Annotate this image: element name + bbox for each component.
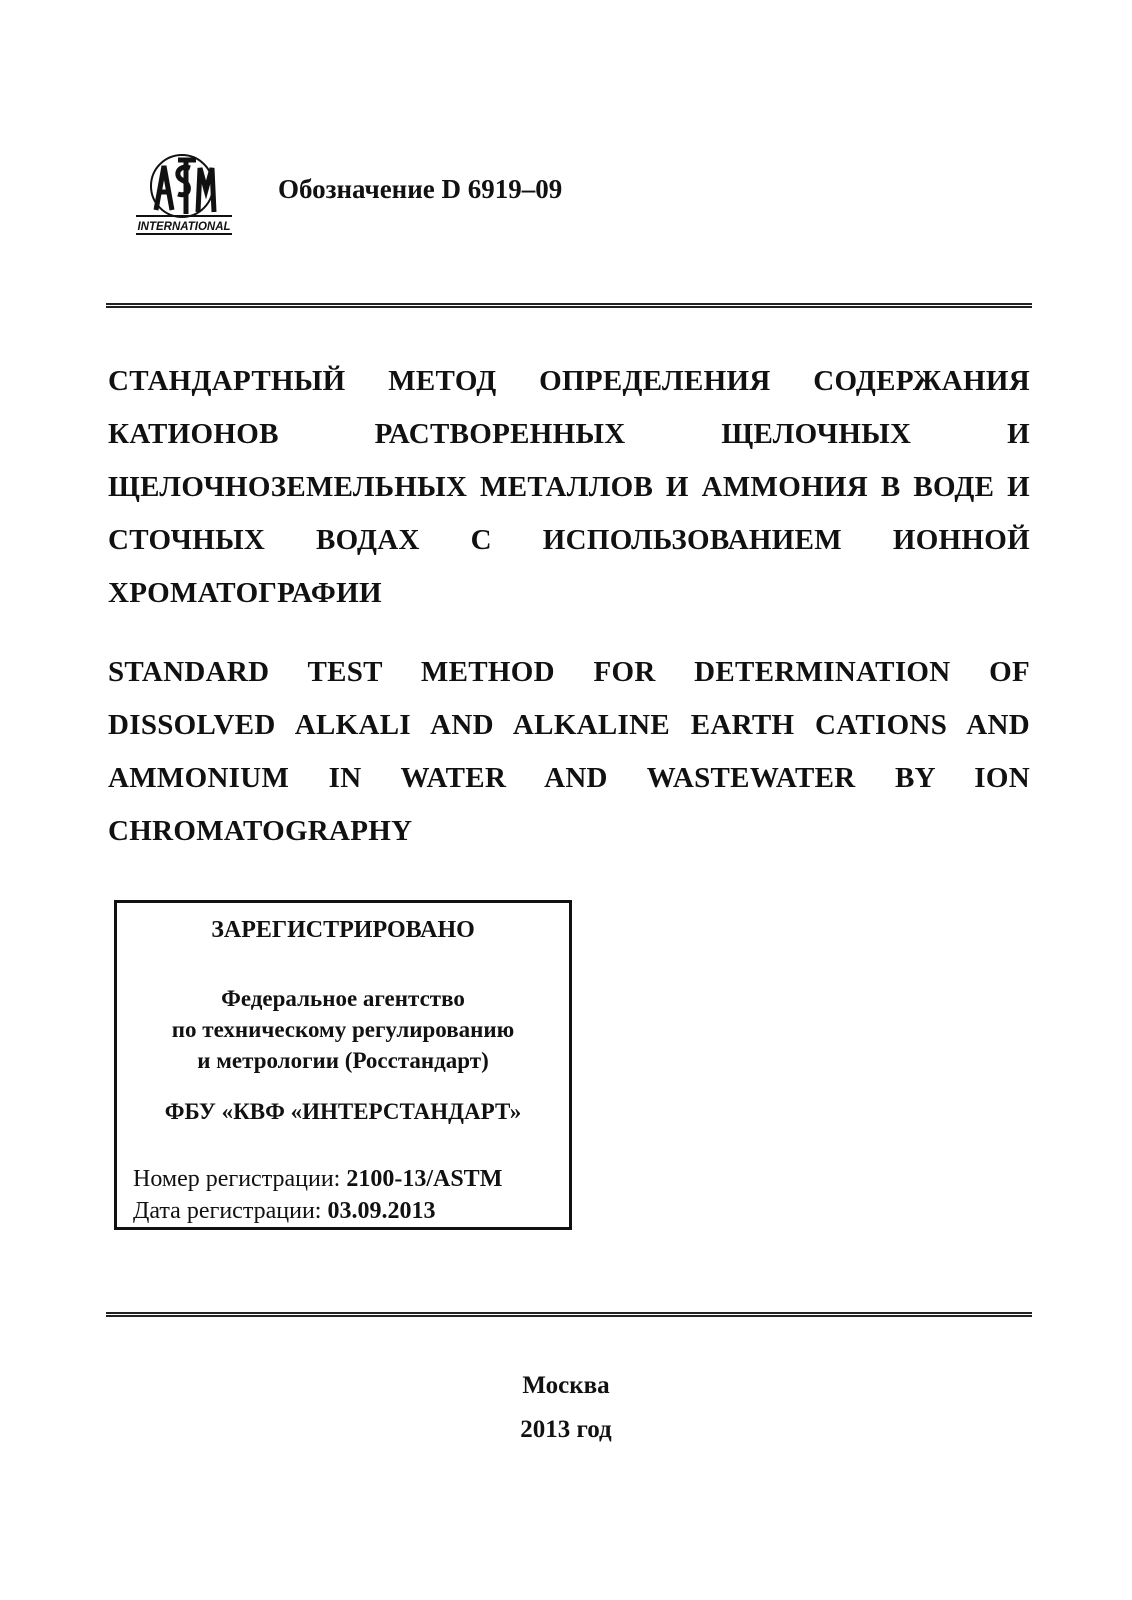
astm-logo <box>134 150 234 240</box>
divider-bottom <box>106 1312 1032 1317</box>
logo-subtext: INTERNATIONAL <box>137 221 231 233</box>
registration-number-label: Номер регистрации: <box>133 1166 347 1192</box>
title-russian: СТАНДАРТНЫЙ МЕТОД ОПРЕДЕЛЕНИЯ СОДЕРЖАНИЯ КАТИОНОВ РАСТВОРЕННЫХ ЩЕЛОЧНЫХ И ЩЕЛОЧНОЗЕМЕЛЬНЫХ МЕТАЛЛОВ И АММОНИЯ В ВОДЕ И СТОЧНЫХ ВОДАХ С ИСПОЛЬЗОВАНИЕМ ИОННОЙ ХРОМАТОГРАФИИ <box>108 365 1030 609</box>
registration-number-value: 2100-13/ASTM <box>346 1166 503 1192</box>
registration-date-value: 03.09.2013 <box>327 1198 436 1224</box>
title-english: STANDARD TEST METHOD FOR DETERMINATION OF DISSOLVED ALKALI AND ALKALINE EARTH CATIONS AND AMMONIUM IN WATER AND WASTEWATER BY ION CHROMATOGRAPHY <box>108 656 1030 847</box>
agency-line: по техническому регулированию <box>171 1017 515 1042</box>
registration-fields <box>133 1163 502 1227</box>
registration-agency <box>117 983 569 1076</box>
registration-number-row <box>133 1163 502 1195</box>
registration-stamp <box>114 900 572 1230</box>
divider-top <box>106 303 1032 308</box>
header <box>134 150 1034 240</box>
designation: Обозначение D 6919–09 <box>278 174 563 204</box>
registration-date-label: Дата регистрации: <box>133 1198 328 1224</box>
publication-year: 2013 год <box>520 1416 612 1443</box>
registration-organization: ФБУ «КВФ «ИНТЕРСТАНДАРТ» <box>164 1099 522 1124</box>
agency-line: и метрологии (Росстандарт) <box>197 1048 489 1073</box>
registration-heading: ЗАРЕГИСТРИРОВАНО <box>211 917 475 943</box>
publication-city: Москва <box>522 1372 610 1399</box>
agency-line: Федеральное агентство <box>221 986 465 1011</box>
registration-date-row <box>133 1195 502 1227</box>
